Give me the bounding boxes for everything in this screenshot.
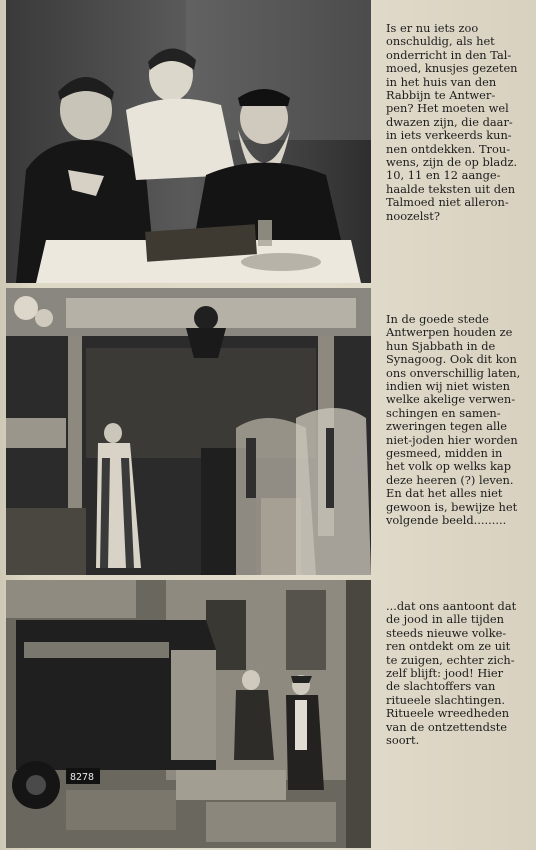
photo-street-cages [6, 580, 371, 848]
photo-street-image [6, 580, 371, 848]
photo-rabbi-at-table [6, 0, 371, 283]
caption-sabbath-synagogue: In de goede stede Antwerpen houden ze hun Sjabbath in de Synagoog. Ook dit kon ons onverschillig laten, indien wij niet wisten welke akelige verwen- schingen en samen- zweringen tegen alle niet-joden hier worden gesmeed, midden in het volk op welks kap deze heeren (?) leven. En dat het alles niet gewoon is, bewijze het volgende beeld......... [386, 312, 521, 528]
photo-synagogue-image [6, 288, 371, 575]
photo-rabbi-image [6, 0, 371, 283]
license-plate: 8278 [70, 772, 95, 783]
caption-ritual-slaughter: ...dat ons aantoont dat de jood in alle tijden steeds nieuwe volke- ren ontdekt om ze uit te zuigen, echter zich- zelf blijft: jood! Hier de slachtoffers van ritueele slachtingen. Ritueele wreedheden van de ontzettendste soort. [386, 599, 517, 748]
caption-talmud-lesson: Is er nu iets zoo onschuldig, als het onderricht in den Tal- moed, knusjes gezeten in het huis van den Rabbijn te Antwer- pen? Het moeten wel dwazen zijn, die daar- in iets verkeerds kun- nen ontdekken. Trou- wens, zijn de op bladz. 10, 11 en 12 aange- haalde teksten uit den Talmoed niet alleron- noozelst? [386, 21, 518, 223]
photo-synagogue-interior [6, 288, 371, 575]
